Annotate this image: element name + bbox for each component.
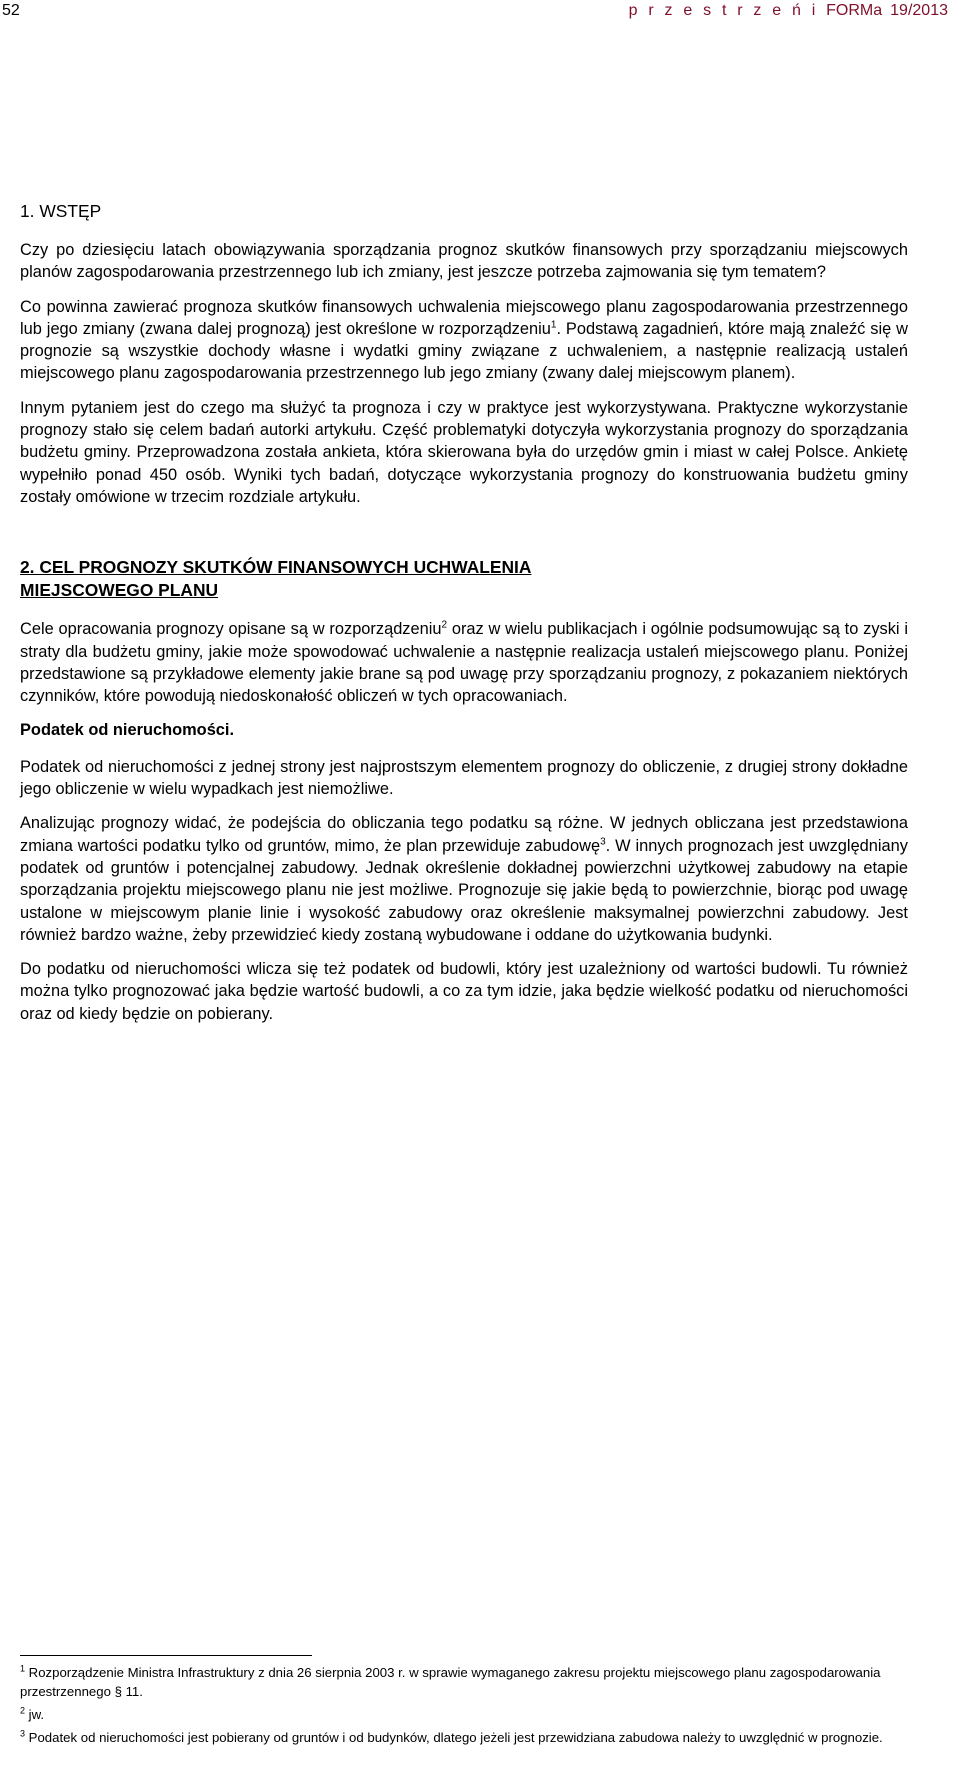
paragraph: Podatek od nieruchomości z jednej strony jest najprostszym elementem prognozy do obliczenie, z drugiej strony dokładne jego obliczenie w wielu wypadkach jest niemożliwe. — [20, 757, 908, 799]
footnote-ref[interactable]: 1 — [550, 319, 557, 331]
footnote-mark: 1 — [20, 1663, 26, 1674]
paragraph: Do podatku od nieruchomości wlicza się też podatek od budowli, który jest uzależniony od wartości budowli. Tu również można tylko prognozować jaka będzie wartość budowli, a co za tym idzie, jaka będzie wielkość podatku od nieruchomości oraz od kiedy będzie on pobierany. — [20, 960, 908, 1023]
paragraph: Co powinna zawierać prognoza skutków finansowych uchwalenia miejscowego planu zagospodarowania przestrzennego lub jego zmiany (zwana dalej prognozą) jest określone w rozporządzeniu$^1$. Podstawą zagadnień, które mają znaleźć się w prognozie są wszystkie dochody własne i wydatki gminy związane z uchwaleniem, a następnie realizacją ustaleń miejscowego planu zagospodarowania przestrzennego lub jego zmiany (zwany dalej miejscowym planem). — [20, 297, 908, 383]
footnote-mark: 3 — [20, 1728, 26, 1739]
subheading-property-tax: Podatek od nieruchomości. — [20, 721, 235, 740]
section-heading-goal: 2. CEL PROGNOZY SKUTKÓW FINANSOWYCH UCHWALENIA MIEJSCOWEGO PLANU — [20, 557, 532, 601]
footnote: $^3$ Podatek od nieruchomości jest pobierany od gruntów i od budynków, dlatego jeżeli jest przewidziana zabudowa należy to uwzględnić w prognozie. — [20, 1728, 883, 1745]
section-spacer — [20, 520, 908, 556]
footnote-ref[interactable]: 2 — [441, 619, 448, 631]
paragraph: Innym pytaniem jest do czego ma służyć ta prognoza i czy w praktyce jest wykorzystywana. Praktyczne wykorzystanie prognozy stało się celem badań autorki artykułu. Część problematyki dotyczyła wykorzystania prognozy do sporządzania budżetu gminy. Przeprowadzona została ankieta, która skierowana była do urzędów gmin i miast w całej Polsce. Ankietę wypełniło ponad 450 osób. Wyniki tych badań, dotyczące wykorzystania prognozy do konstruowania budżetu gminy zostały omówione w trzecim rozdziale artykułu. — [20, 398, 908, 506]
footnote: $^1$ Rozporządzenie Ministra Infrastruktury z dnia 26 sierpnia 2003 r. w sprawie wymaganego zakresu projektu miejscowego planu zagospodarowania przestrzennego § 11. — [20, 1663, 881, 1699]
running-header — [2, 2, 948, 28]
page-number: 52 — [2, 2, 20, 19]
journal-issue: 19/2013 — [890, 2, 948, 19]
footnote-ref[interactable]: 3 — [600, 836, 606, 848]
section-heading-intro: 1. WSTĘP — [20, 201, 102, 221]
journal-title-forma: FORMa — [826, 2, 883, 19]
paragraph: Czy po dziesięciu latach obowiązywania sporządzania prognoz skutków finansowych przy sporządzaniu miejscowych planów zagospodarowania przestrzennego lub ich zmiany, jest jeszcze potrzeba zajmowania się tym tematem? — [20, 241, 908, 282]
footnote-separator — [20, 1655, 312, 1656]
journal-title — [629, 2, 948, 20]
footnote-mark: 2 — [20, 1705, 26, 1716]
footnote: $^2$ jw. — [20, 1705, 45, 1722]
footnotes — [20, 1663, 915, 1751]
article-body — [20, 200, 908, 1037]
journal-title-spaced: p r z e s t r z e ń i — [628, 2, 819, 19]
paragraph: Cele opracowania prognozy opisane są w rozporządzeniu$^2$ oraz w wielu publikacjach i ogólnie podsumowując są to zyski i straty dla budżetu gminy, jakie może spowodować uchwalenie a następnie realizacja ustaleń miejscowego planu. Poniżej przedstawione są przykładowe elementy jakie brane są pod uwagę przy sporządzaniu prognozy, z pokazaniem niektórych czynników, które powodują niedoskonałość obliczeń w tych opracowaniach. — [20, 619, 908, 706]
paragraph: Analizując prognozy widać, że podejścia do obliczania tego podatku są różne. W jednych obliczana jest przedstawiona zmiana wartości podatku tylko od gruntów, mimo, że plan przewiduje zabudowę$^3$. W innych prognozach jest uwzględniany podatek od gruntów i potencjalnej zabudowy. Jednak określenie dokładnej powierzchni użytkowej zabudowy na etapie sporządzania projektu miejscowego planu nie jest możliwe. Prognozuje się jakie będą to powierzchnie, biorąc pod uwagę ustalone w miejscowym planie linie i wysokość zabudowy oraz określenie maksymalnej powierzchni zabudowy. Jest również bardzo ważne, żeby przewidzieć kiedy zostaną wybudowane i oddane do użytkowania budynki. — [20, 814, 908, 944]
